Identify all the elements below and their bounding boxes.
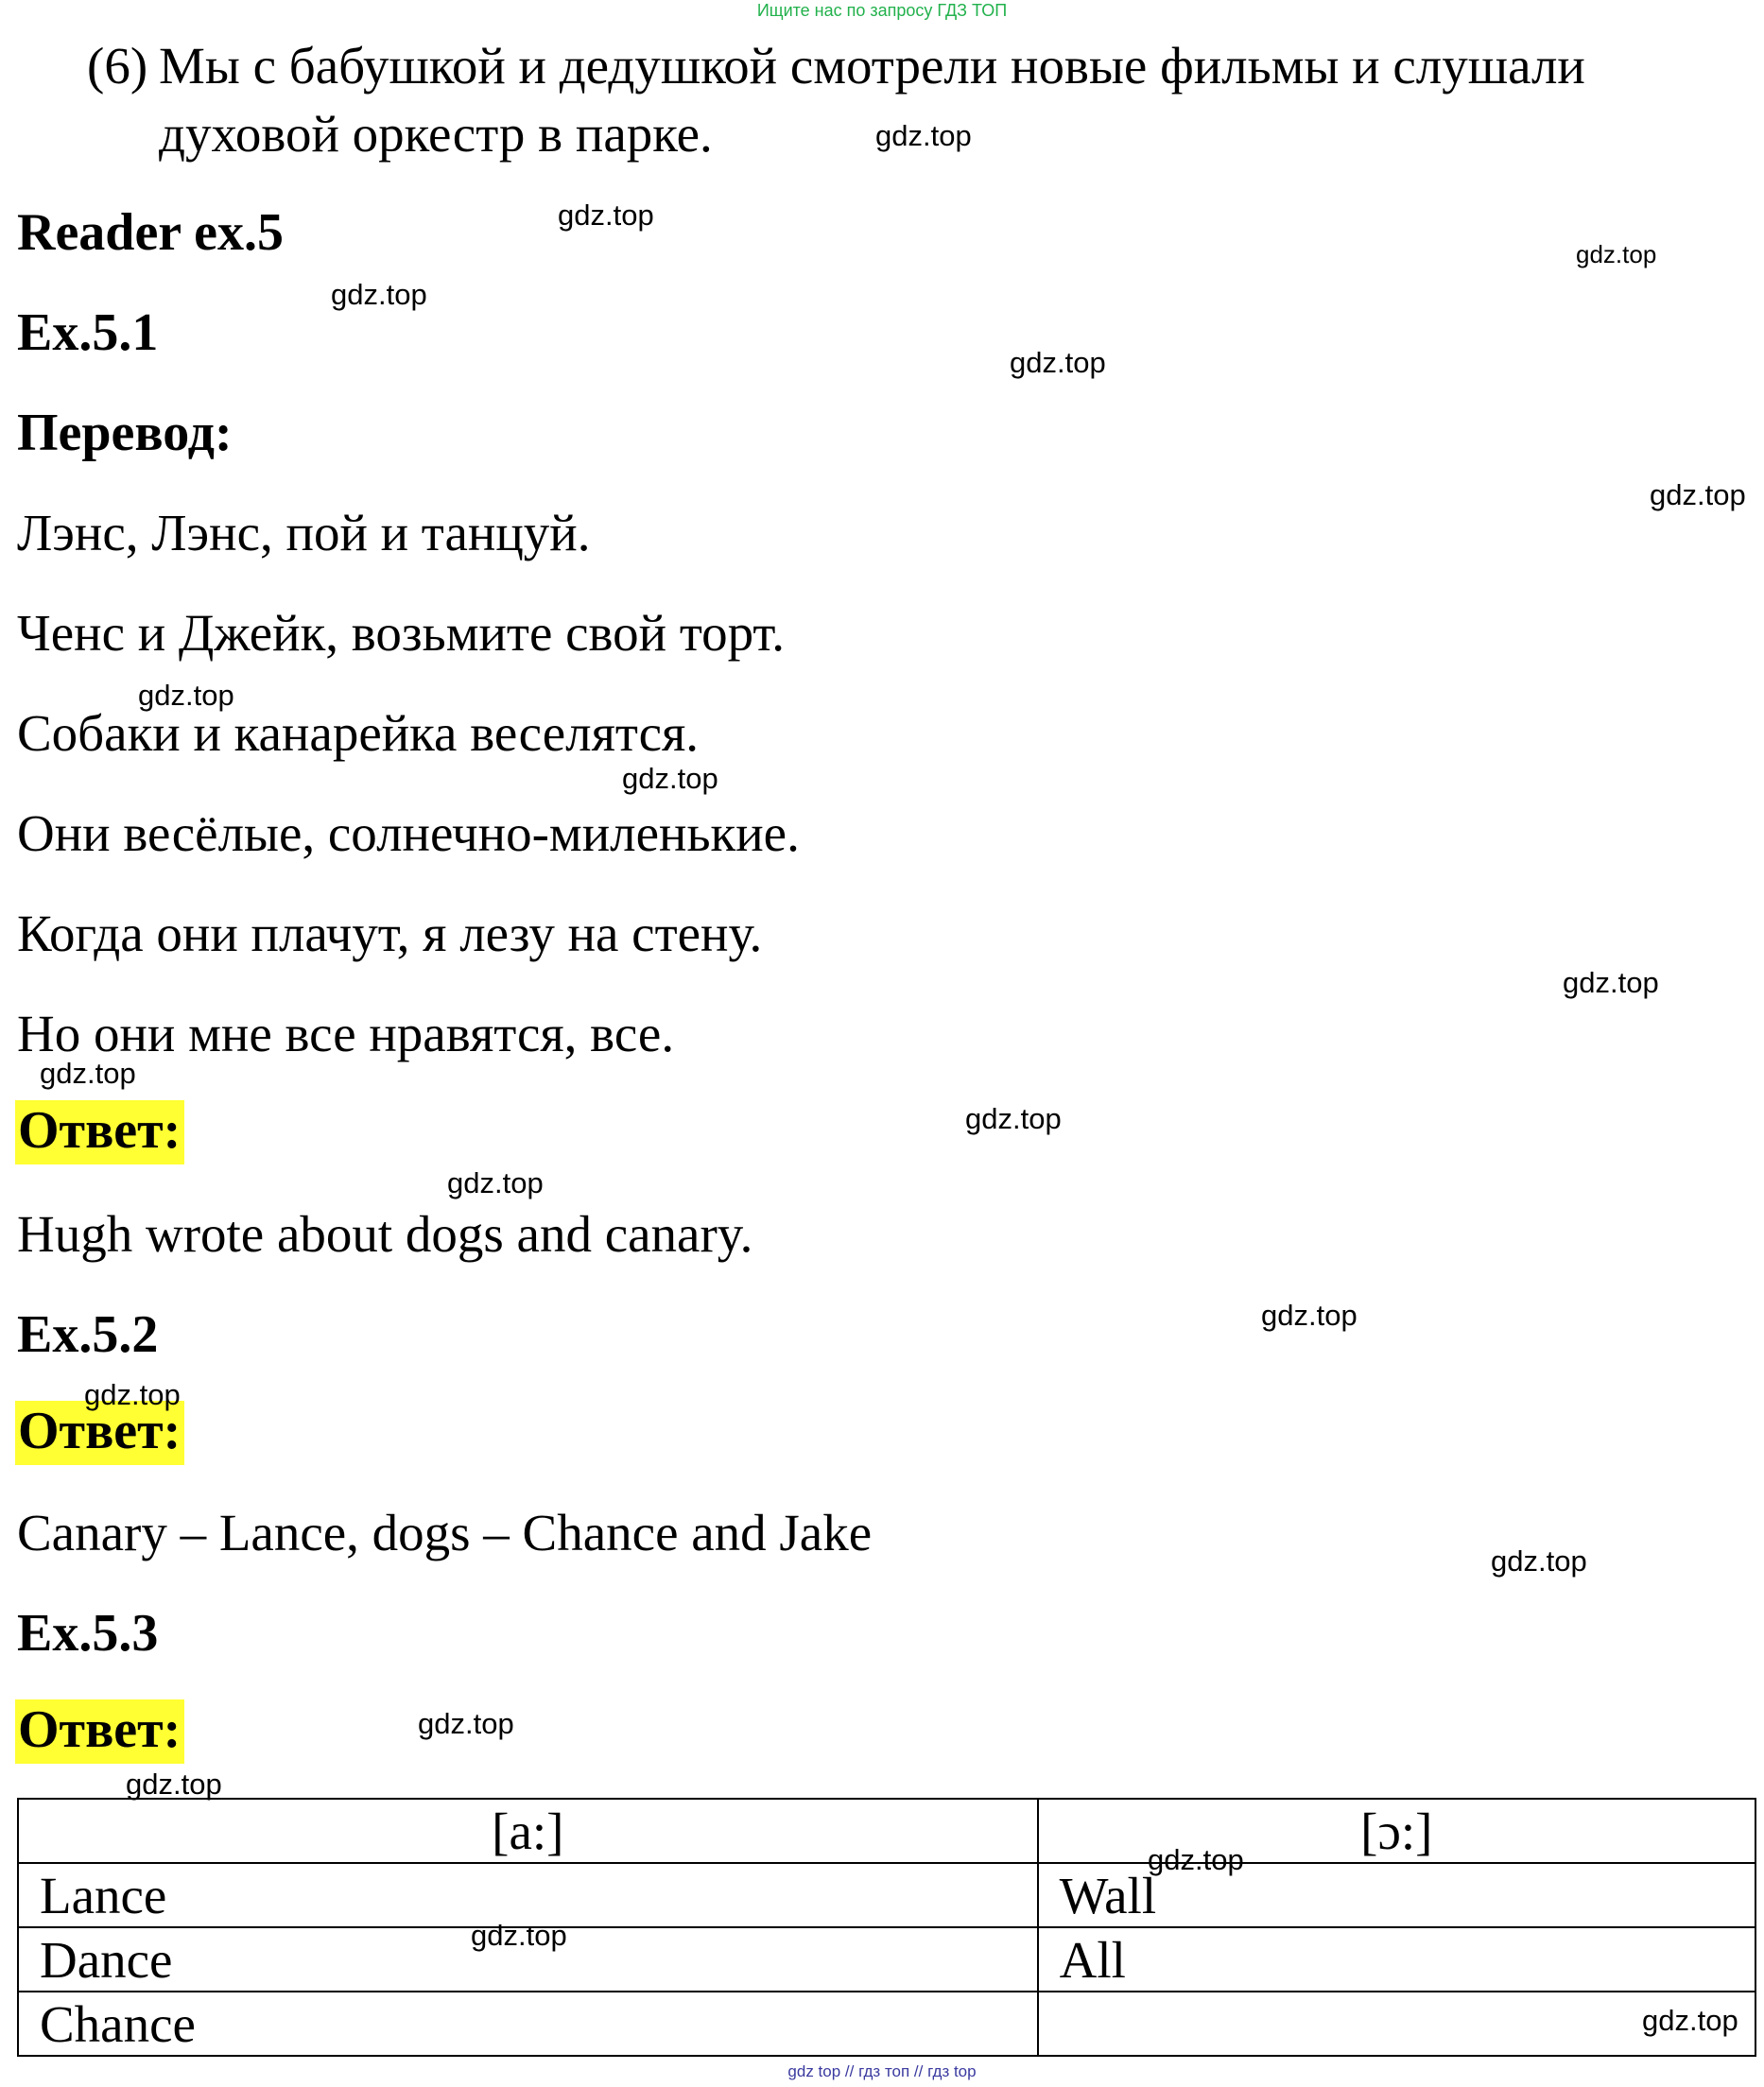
watermark: gdz.top [1650, 478, 1746, 511]
table-cell: Wall [1038, 1863, 1755, 1927]
ex52-answer-label: Ответ: [15, 1401, 184, 1465]
item-line-1: Мы с бабушкой и дедушкой смотрели новые фильмы и слушали [159, 37, 1585, 95]
table-cell: Dance [18, 1927, 1038, 1992]
translation-line: Когда они плачут, я лезу на стену. [17, 905, 763, 962]
footer-note: gdz top // гдз топ // гдз top [787, 2062, 977, 2080]
table-row [18, 1992, 1755, 2056]
table-header-cell: [ɔ:] [1038, 1799, 1755, 1863]
watermark: gdz.top [471, 1919, 567, 1952]
item-number: (6) [87, 37, 148, 95]
watermark: gdz.top [1563, 966, 1659, 999]
table-row [18, 1863, 1755, 1927]
watermark: gdz.top [622, 762, 718, 795]
table-cell: Chance [18, 1992, 1038, 2056]
watermark: gdz.top [40, 1057, 136, 1090]
table-cell: All [1038, 1927, 1755, 1992]
watermark: gdz.top [1010, 346, 1106, 379]
ex51-answer-label: Ответ: [15, 1100, 184, 1164]
ex52-title: Ex.5.2 [17, 1305, 159, 1364]
translation-line: Они весёлые, солнечно-миленькие. [17, 804, 800, 862]
watermark: gdz.top [558, 198, 654, 232]
watermark: gdz.top [418, 1707, 514, 1740]
watermark: gdz.top [1642, 2004, 1738, 2037]
watermark: gdz.top [331, 278, 427, 311]
watermark: gdz.top [126, 1768, 222, 1801]
ex51-answer-text: Hugh wrote about dogs and canary. [17, 1205, 753, 1263]
watermark: gdz.top [447, 1166, 544, 1199]
ex53-title: Ex.5.3 [17, 1604, 159, 1663]
watermark: gdz.top [1576, 240, 1657, 268]
watermark: gdz.top [1148, 1843, 1244, 1876]
translation-line: Собаки и канарейка веселятся. [17, 704, 700, 762]
ex51-title: Ex.5.1 [17, 303, 159, 362]
header-note: Ищите нас по запросу ГДЗ ТОП [756, 1, 1008, 20]
translation-label: Перевод: [17, 404, 233, 462]
translation-line: Но они мне все нравятся, все. [17, 1005, 675, 1062]
translation-line: Лэнс, Лэнс, пой и танцуй. [17, 504, 591, 561]
watermark: gdz.top [875, 119, 972, 152]
watermark: gdz.top [84, 1378, 181, 1411]
reader-title: Reader ex.5 [17, 203, 284, 262]
table-row [18, 1927, 1755, 1992]
phoneme-table [17, 1798, 1756, 2057]
table-header-cell: [a:] [18, 1799, 1038, 1863]
translation-line: Ченс и Джейк, возьмите свой торт. [17, 604, 786, 662]
item-line-2: духовой оркестр в парке. [159, 105, 713, 163]
watermark: gdz.top [965, 1102, 1062, 1135]
watermark: gdz.top [1261, 1299, 1358, 1332]
ex53-answer-label: Ответ: [15, 1699, 184, 1764]
table-cell: Lance [18, 1863, 1038, 1927]
watermark: gdz.top [1491, 1544, 1587, 1578]
watermark: gdz.top [138, 679, 234, 712]
table-header-row [18, 1799, 1755, 1863]
ex52-answer-text: Canary – Lance, dogs – Chance and Jake [17, 1504, 873, 1561]
